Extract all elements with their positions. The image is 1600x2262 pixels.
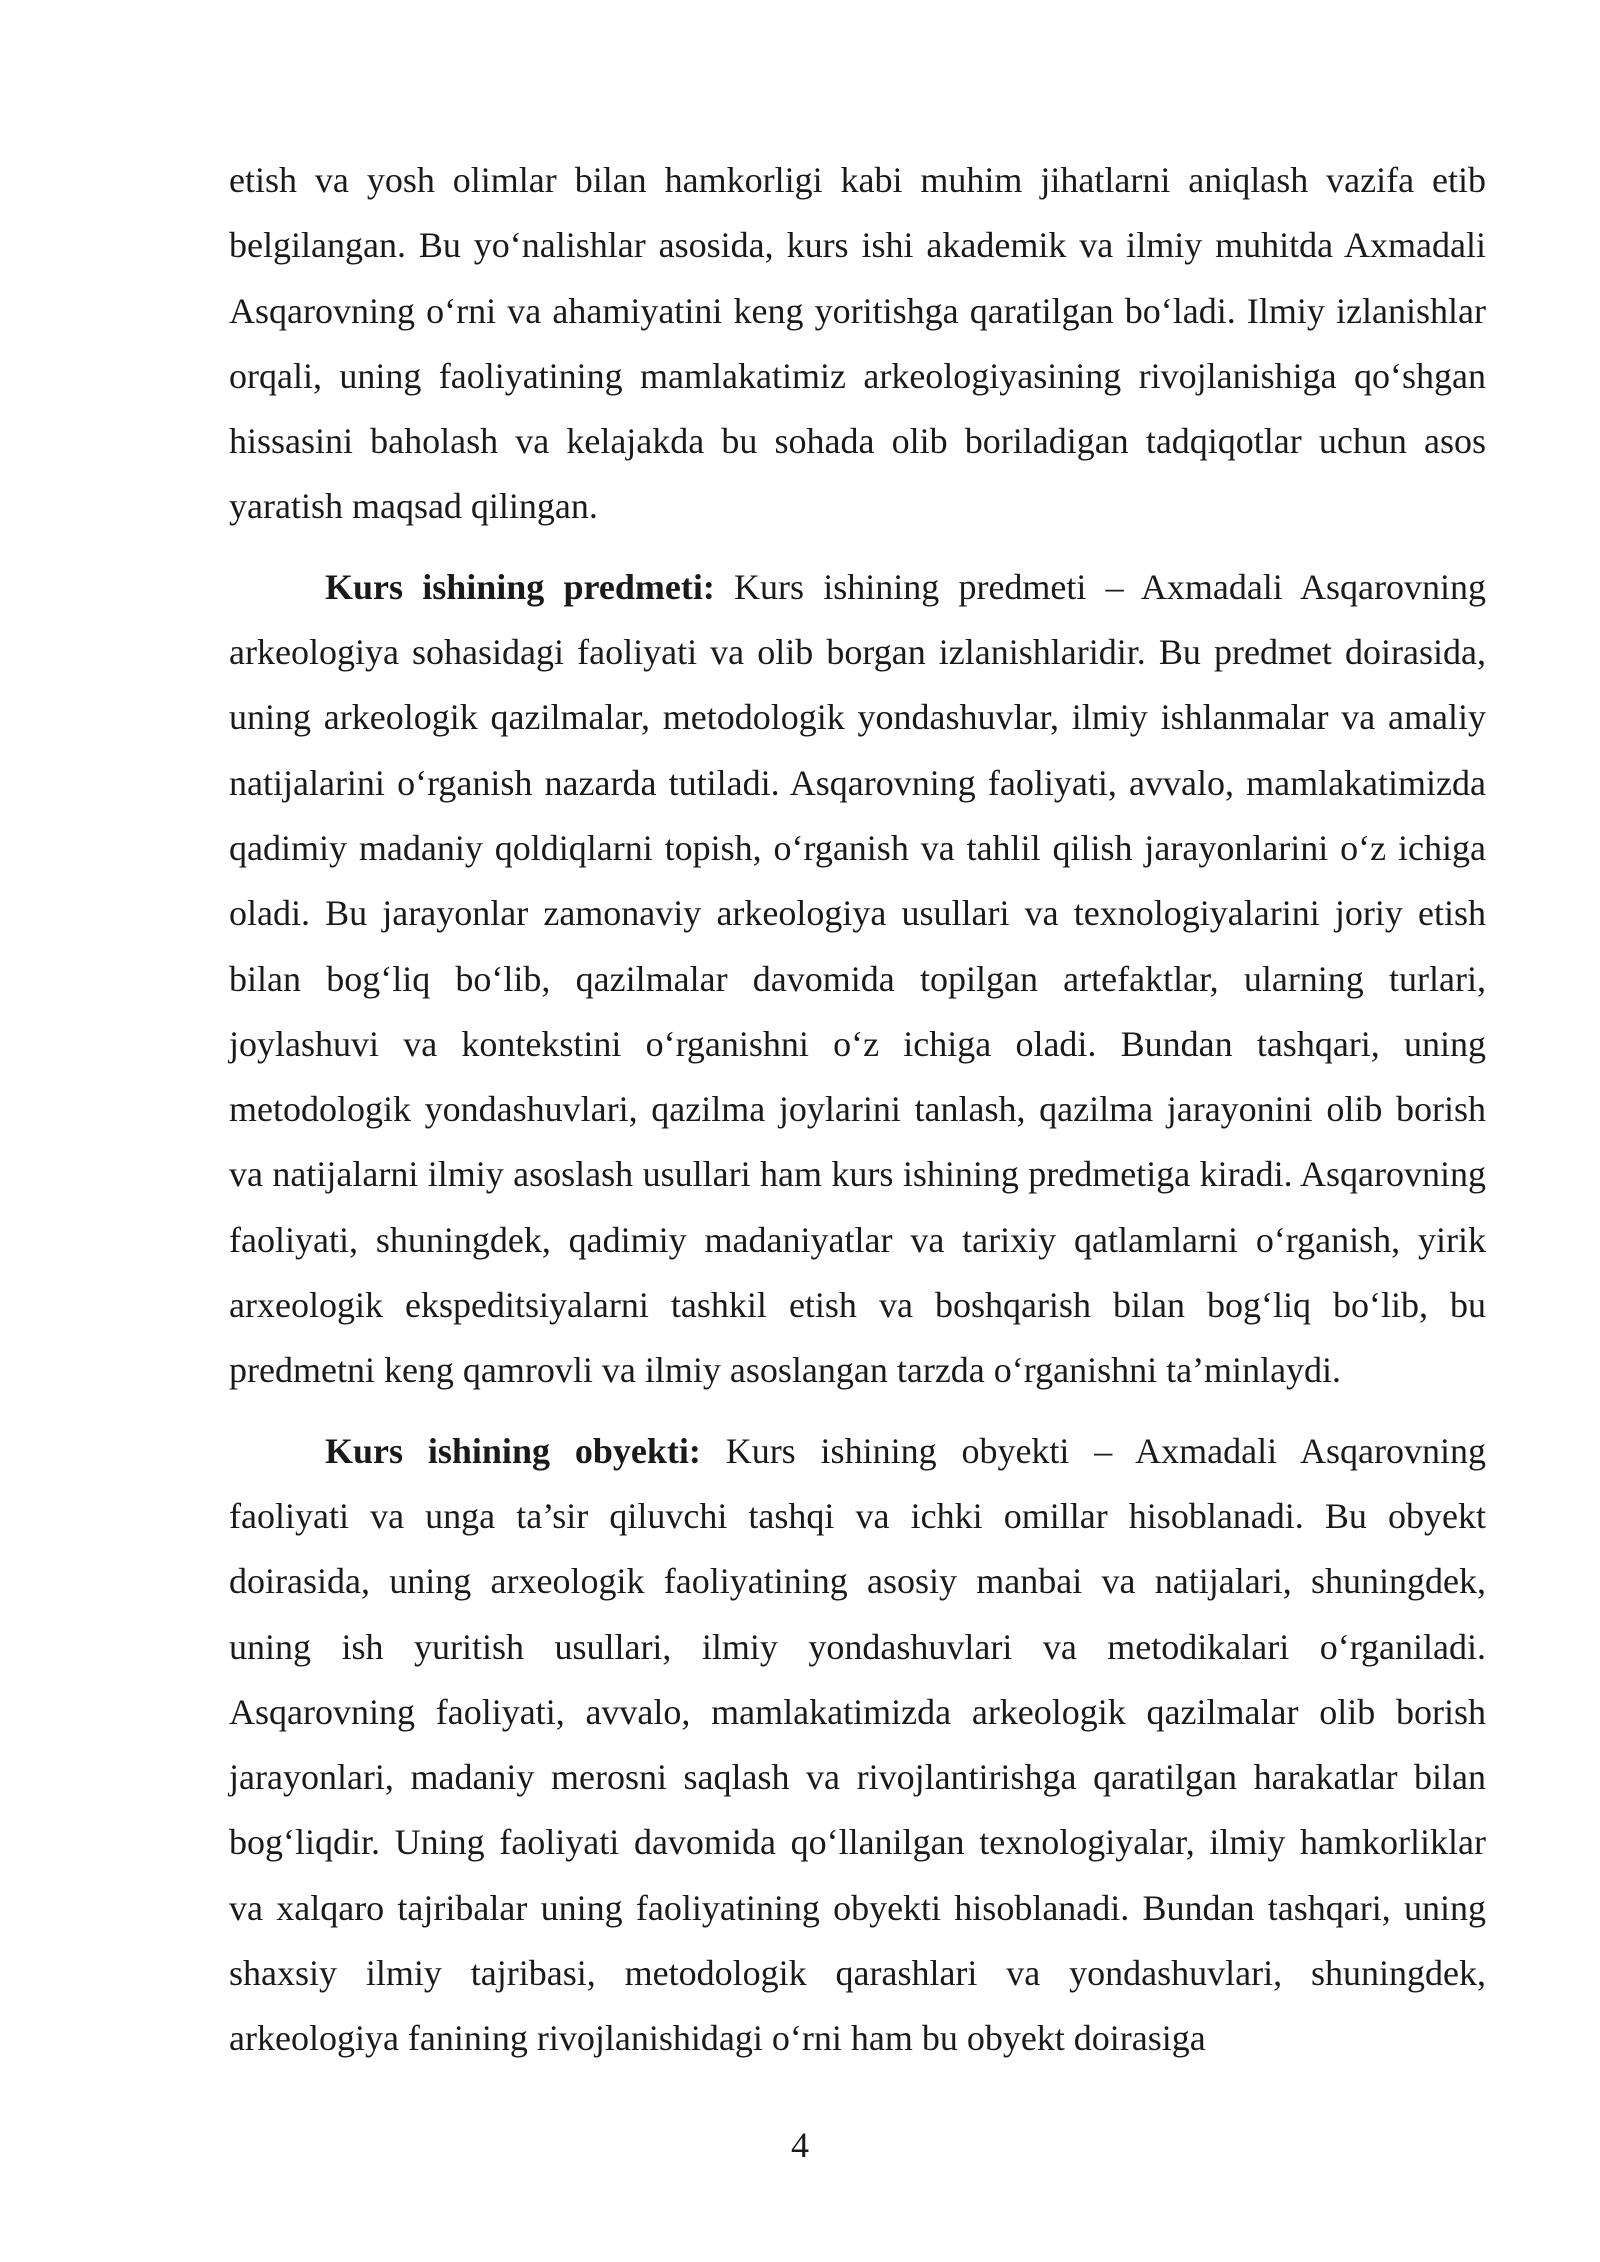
paragraph-predmet	[229, 555, 1486, 1404]
paragraph-predmet-heading: Kurs ishining predmeti:	[325, 566, 715, 607]
paragraph-intro-text: etish va yosh olimlar bilan hamkorligi kabi muhim jihatlarni aniqlash vazifa etib belgilangan. Bu yo‘nalishlar asosida, kurs ishi akademik va ilmiy muhitda Axmadali Asqarovning o‘rni va ahamiyatini keng yoritishga qaratilgan bo‘ladi. Ilmiy izlanishlar orqali, uning faoliyatining mamlakatimiz arkeologiyasining rivojlanishiga qo‘shgan hissasini baholash va kelajakda bu sohada olib boriladigan tadqiqotlar uchun asos yaratish maqsad qilingan.	[229, 160, 1486, 527]
body-text	[229, 148, 1486, 2072]
paragraph-predmet-text: Kurs ishining predmeti – Axmadali Asqarovning arkeologiya sohasidagi faoliyati va olib borgan izlanishlaridir. Bu predmet doirasida, uning arkeologik qazilmalar, metodologik yondashuvlar, ilmiy ishlanmalar va amaliy natijalarini o‘rganish nazarda tutiladi. Asqarovning faoliyati, avvalo, mamlakatimizda qadimiy madaniy qoldiqlarni topish, o‘rganish va tahlil qilish jarayonlarini o‘z ichiga oladi. Bu jarayonlar zamonaviy arkeologiya usullari va texnologiyalarini joriy etish bilan bog‘liq bo‘lib, qazilmalar davomida topilgan artefaktlar, ularning turlari, joylashuvi va kontekstini o‘rganishni o‘z ichiga oladi. Bundan tashqari, uning metodologik yondashuvlari, qazilma joylarini tanlash, qazilma jarayonini olib borish va natijalarni ilmiy asoslash usullari ham kurs ishining predmetiga kiradi. Asqarovning faoliyati, shuningdek, qadimiy madaniyatlar va tarixiy qatlamlarni o‘rganish, yirik arxeologik ekspeditsiyalarni tashkil etish va boshqarish bilan bog‘liq bo‘lib, bu predmetni keng qamrovli va ilmiy asoslangan tarzda o‘rganishni ta’minlaydi.	[229, 566, 1486, 1391]
page-number: 4	[791, 2125, 809, 2165]
paragraph-obyekt	[229, 1419, 1486, 2072]
paragraph-obyekt-text: Kurs ishining obyekti – Axmadali Asqarovning faoliyati va unga ta’sir qiluvchi tashqi va ichki omillar hisoblanadi. Bu obyekt doirasida, uning arxeologik faoliyatining asosiy manbai va natijalari, shuningdek, uning ish yuritish usullari, ilmiy yondashuvlari va metodikalari o‘rganiladi. Asqarovning faoliyati, avvalo, mamlakatimizda arkeologik qazilmalar olib borish jarayonlari, madaniy merosni saqlash va rivojlantirishga qaratilgan harakatlar bilan bog‘liqdir. Uning faoliyati davomida qo‘llanilgan texnologiyalar, ilmiy hamkorliklar va xalqaro tajribalar uning faoliyatining obyekti hisoblanadi. Bundan tashqari, uning shaxsiy ilmiy tajribasi, metodologik qarashlari va yondashuvlari, shuningdek, arkeologiya fanining rivojlanishidagi o‘rni ham bu obyekt doirasiga	[229, 1430, 1486, 2059]
paragraph-obyekt-heading: Kurs ishining obyekti:	[325, 1430, 701, 1471]
paragraph-intro	[229, 148, 1486, 540]
